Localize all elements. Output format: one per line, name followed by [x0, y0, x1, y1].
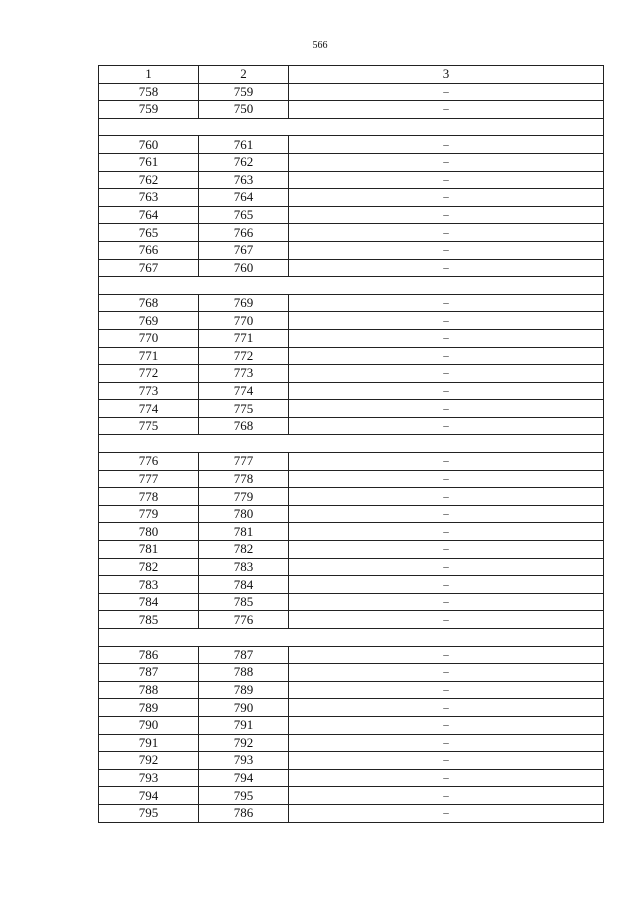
table-cell-col3: –	[289, 769, 604, 787]
table-cell-col3: –	[289, 576, 604, 594]
table-cell-col2: 773	[199, 365, 289, 383]
table-cell-col3: –	[289, 83, 604, 101]
table-cell-col3: –	[289, 646, 604, 664]
table-cell-col2: 776	[199, 611, 289, 629]
table-cell-col1: 777	[99, 470, 199, 488]
table-row	[99, 541, 604, 559]
table-row	[99, 329, 604, 347]
table-row	[99, 365, 604, 383]
table-cell-col2: 759	[199, 83, 289, 101]
table-row	[99, 664, 604, 682]
table-row	[99, 224, 604, 242]
table-cell-col1: 787	[99, 664, 199, 682]
table-cell-col2: 790	[199, 699, 289, 717]
table-cell-col1: 791	[99, 734, 199, 752]
table-cell-col2: 763	[199, 171, 289, 189]
table-cell-col2: 770	[199, 312, 289, 330]
table-row	[99, 734, 604, 752]
header-row	[99, 66, 604, 84]
table-cell-col2: 767	[199, 241, 289, 259]
table-cell-col1: 783	[99, 576, 199, 594]
table-cell-col2: 785	[199, 593, 289, 611]
data-table	[98, 65, 604, 823]
table-row	[99, 470, 604, 488]
table-cell-col3: –	[289, 347, 604, 365]
table-row	[99, 101, 604, 119]
table-cell-col2: 762	[199, 153, 289, 171]
table-cell-col2: 787	[199, 646, 289, 664]
table-cell-col3: –	[289, 382, 604, 400]
table-cell-col3: –	[289, 523, 604, 541]
table-cell-col3: –	[289, 329, 604, 347]
table-row	[99, 752, 604, 770]
table-row	[99, 417, 604, 435]
table-cell-col1: 794	[99, 787, 199, 805]
table-cell-col3: –	[289, 470, 604, 488]
table-cell-col3: –	[289, 593, 604, 611]
table-cell-col3: –	[289, 681, 604, 699]
table-row	[99, 804, 604, 822]
table-cell-col1: 759	[99, 101, 199, 119]
table-cell-col2: 766	[199, 224, 289, 242]
table-cell-col2: 782	[199, 541, 289, 559]
table-row	[99, 576, 604, 594]
table-row	[99, 189, 604, 207]
table-row	[99, 716, 604, 734]
table-row	[99, 171, 604, 189]
table-cell-col3: –	[289, 136, 604, 154]
table-cell-col1: 792	[99, 752, 199, 770]
group-separator-row	[99, 277, 604, 295]
table-cell-col3: –	[289, 101, 604, 119]
table-cell-col2: 794	[199, 769, 289, 787]
table-cell-col3: –	[289, 558, 604, 576]
table-cell-col1: 760	[99, 136, 199, 154]
table-cell-col3: –	[289, 259, 604, 277]
table-row	[99, 294, 604, 312]
table-row	[99, 382, 604, 400]
table-cell-col2: 789	[199, 681, 289, 699]
table-cell-col2: 771	[199, 329, 289, 347]
table-cell-col2: 793	[199, 752, 289, 770]
table-cell-col2: 786	[199, 804, 289, 822]
table-cell-col1: 767	[99, 259, 199, 277]
table-cell-col3: –	[289, 716, 604, 734]
table-cell-col1: 766	[99, 241, 199, 259]
table-row	[99, 681, 604, 699]
table-cell-col2: 795	[199, 787, 289, 805]
table-cell-col2: 775	[199, 400, 289, 418]
table-cell-col1: 779	[99, 505, 199, 523]
table-cell-col2: 750	[199, 101, 289, 119]
table-cell-col3: –	[289, 189, 604, 207]
table-cell-col1: 758	[99, 83, 199, 101]
table-row	[99, 787, 604, 805]
table-cell-col1: 770	[99, 329, 199, 347]
table-row	[99, 769, 604, 787]
table-cell-col3: –	[289, 752, 604, 770]
table-cell-col1: 780	[99, 523, 199, 541]
header-cell-1: 1	[99, 66, 199, 84]
table-row	[99, 453, 604, 471]
table-cell-col3: –	[289, 541, 604, 559]
table-row	[99, 347, 604, 365]
table-cell-col3: –	[289, 804, 604, 822]
table-cell-col1: 774	[99, 400, 199, 418]
table-row	[99, 646, 604, 664]
table-cell-col2: 779	[199, 488, 289, 506]
table-row	[99, 699, 604, 717]
separator-cell	[99, 435, 604, 453]
table-cell-col3: –	[289, 224, 604, 242]
table-cell-col3: –	[289, 294, 604, 312]
table-cell-col2: 781	[199, 523, 289, 541]
table-row	[99, 153, 604, 171]
table-cell-col3: –	[289, 734, 604, 752]
table-cell-col3: –	[289, 241, 604, 259]
table-cell-col2: 791	[199, 716, 289, 734]
table-cell-col1: 784	[99, 593, 199, 611]
group-separator-row	[99, 629, 604, 647]
table-cell-col2: 783	[199, 558, 289, 576]
table-cell-col3: –	[289, 699, 604, 717]
table-cell-col2: 784	[199, 576, 289, 594]
table-row	[99, 241, 604, 259]
table-cell-col1: 786	[99, 646, 199, 664]
table-cell-col3: –	[289, 488, 604, 506]
separator-cell	[99, 118, 604, 136]
table-cell-col1: 781	[99, 541, 199, 559]
table-cell-col1: 776	[99, 453, 199, 471]
table-cell-col1: 764	[99, 206, 199, 224]
table-cell-col2: 768	[199, 417, 289, 435]
table-row	[99, 505, 604, 523]
table-cell-col2: 769	[199, 294, 289, 312]
table-cell-col3: –	[289, 400, 604, 418]
table-row	[99, 136, 604, 154]
table-cell-col3: –	[289, 611, 604, 629]
table-cell-col2: 788	[199, 664, 289, 682]
table-cell-col1: 785	[99, 611, 199, 629]
separator-cell	[99, 277, 604, 295]
table-cell-col1: 762	[99, 171, 199, 189]
table-body	[99, 66, 604, 823]
table-cell-col3: –	[289, 312, 604, 330]
table-cell-col2: 765	[199, 206, 289, 224]
table-cell-col2: 760	[199, 259, 289, 277]
table-cell-col1: 775	[99, 417, 199, 435]
table-row	[99, 206, 604, 224]
table-cell-col3: –	[289, 417, 604, 435]
table-cell-col2: 774	[199, 382, 289, 400]
table-row	[99, 400, 604, 418]
table-cell-col1: 788	[99, 681, 199, 699]
table-cell-col3: –	[289, 505, 604, 523]
table-cell-col3: –	[289, 171, 604, 189]
table-cell-col3: –	[289, 664, 604, 682]
table-cell-col1: 761	[99, 153, 199, 171]
table-cell-col1: 772	[99, 365, 199, 383]
table-cell-col2: 792	[199, 734, 289, 752]
table-cell-col2: 761	[199, 136, 289, 154]
table-cell-col3: –	[289, 365, 604, 383]
group-separator-row	[99, 118, 604, 136]
table-cell-col1: 765	[99, 224, 199, 242]
table-cell-col1: 773	[99, 382, 199, 400]
table-cell-col3: –	[289, 787, 604, 805]
header-cell-3: 3	[289, 66, 604, 84]
table-cell-col1: 771	[99, 347, 199, 365]
table-row	[99, 558, 604, 576]
table-cell-col2: 778	[199, 470, 289, 488]
table-row	[99, 593, 604, 611]
table-cell-col2: 780	[199, 505, 289, 523]
table-row	[99, 312, 604, 330]
table-cell-col3: –	[289, 453, 604, 471]
table-cell-col1: 793	[99, 769, 199, 787]
table-cell-col1: 769	[99, 312, 199, 330]
table-row	[99, 83, 604, 101]
table-row	[99, 488, 604, 506]
table-cell-col3: –	[289, 206, 604, 224]
table-cell-col1: 790	[99, 716, 199, 734]
table-cell-col1: 778	[99, 488, 199, 506]
table-cell-col3: –	[289, 153, 604, 171]
table-row	[99, 611, 604, 629]
table-cell-col1: 795	[99, 804, 199, 822]
page-number: 566	[312, 40, 328, 51]
separator-cell	[99, 629, 604, 647]
table-row	[99, 523, 604, 541]
header-cell-2: 2	[199, 66, 289, 84]
group-separator-row	[99, 435, 604, 453]
table-cell-col1: 763	[99, 189, 199, 207]
table-cell-col2: 777	[199, 453, 289, 471]
table-cell-col2: 764	[199, 189, 289, 207]
table-cell-col1: 782	[99, 558, 199, 576]
table-cell-col1: 768	[99, 294, 199, 312]
table-cell-col1: 789	[99, 699, 199, 717]
table-cell-col2: 772	[199, 347, 289, 365]
table-row	[99, 259, 604, 277]
